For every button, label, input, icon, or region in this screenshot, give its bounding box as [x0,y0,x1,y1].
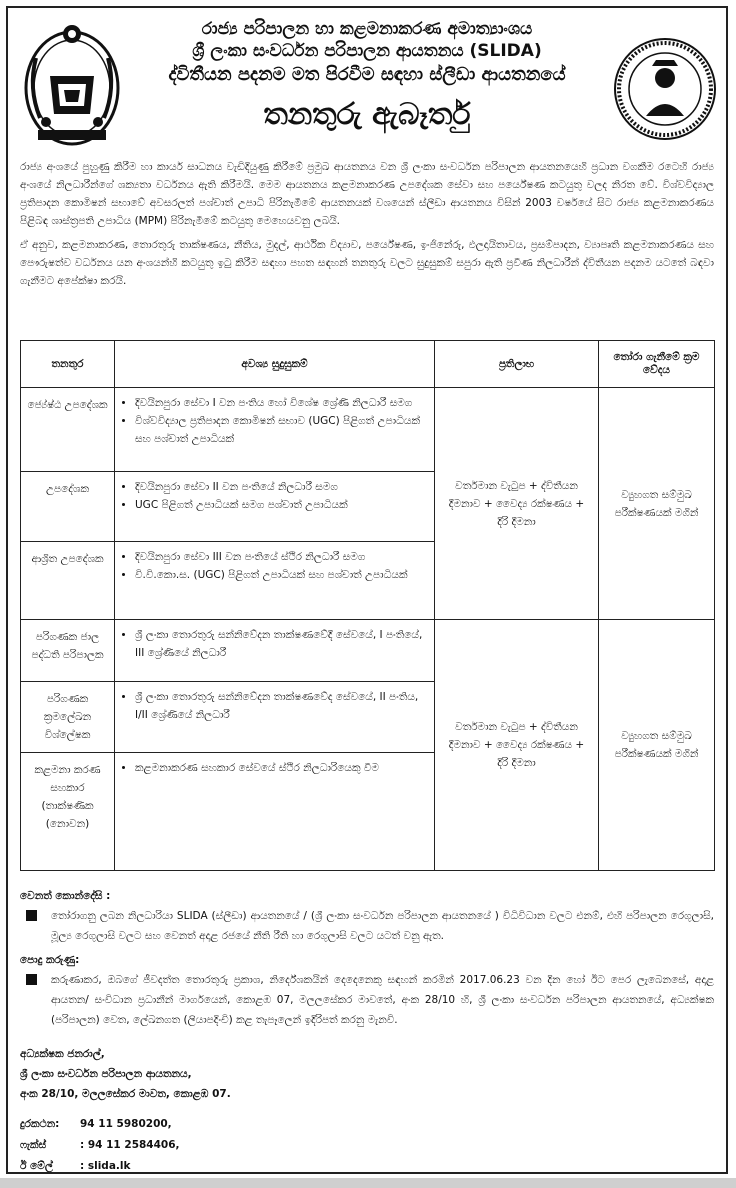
requirement-item: • UGC පිළිගත් උපාධියක් සමග පශ්චාත් උපාධියක් [135,496,428,514]
requirements-cell [115,388,435,472]
requirement-item: • වි.වි.කො.ස. (UGC) පිළිගත් උපාධියක් සහ පශ්චාත් උපාධියක් [135,566,428,584]
bottom-strip [0,1178,736,1188]
benefits-cell-1: වර්තමාන වැටුප + ද්විතීයන දීමනාව + වෛද්‍ය රක්ෂණය + දිරි දීමනා [435,388,599,620]
other-conditions-item [26,906,714,946]
post-cell: කළමනා කරණ සහකාර (තාක්ෂණික (නොවන) [21,753,115,871]
phone-label: දුරකථන: [20,1118,60,1130]
table-row [21,388,715,472]
requirement-item: • ශ්‍රී ලංකා තොරතුරු සන්නිවේදන තාක්ෂණවේදී සේවයේ, I පංතියේ, III ශ්‍රේණියේ නිලධාරී [135,626,428,662]
intro-paragraph-1: රාජ්‍ය අංශයේ පුහුණු කිරීම හා කාර්ය සාධනය වැඩිදියුණු කිරීමේ ප්‍රමුඛ ආයතනය වන ශ්‍රී ලංකා සංවර්ධන පරිපාලන ආයතනයෙහි ප්‍රධාන වගකීම රටෙහි රාජ්‍ය අංශයේ නිලධාරීන්ගේ ශක්‍යතා වර්ධනය ඇති කිරීමයි. මෙම ආයතනය කළමනාකරණ උපදේශක සේවා සහ පර්යේෂණ කටයුතු වලද නිරත වේ. විශ්වවිද්‍යාල ප්‍රතිපාදන කොමිෂන් සභාවේ අවසරලත් පශ්චාත් උපාධි පිරිනැමීමේ ආයතනයක් වශයෙන් ස්ලීඩා ආයතනය විසින් 2003 වර්ෂයේ සිට රාජ්‍ය කළමනාකරණය පිළිබඳ ශාස්ත්‍රපති උපාධිය (MPM) පිරිනැමීමේ කටයුතු මෙහෙයවනු ලබයි. [20,161,714,227]
general-notes-title: පොදු කරුණු: [20,954,80,966]
notes-section [20,882,714,1174]
post-cell: ජ්‍යේෂ්ඨ උපදේශක [21,388,115,472]
intro-paragraph-2: ඒ අනුව, කළමනාකරණ, තොරතුරු තාක්ෂණය, නීතිය, මුදල්, ආර්ථික විද්‍යාව, පර්යේෂණ, ඉංජිනේරු, ඵලදායිතාවය, ප්‍රසම්පාදන, ව්‍යාපෘති කළමනාකරණය සහ පෞරුෂත්ව වර්ධනය යන අංශයන්හි කටයුතු ඉටු කිරීම සඳහා පහත සඳහන් තනතුරු වලට සුදුසුකම් සපුරා ඇති ප්‍රවීණ නිලධාරීන් ද්විතීයන පදනම යටතේ බඳවා ගැනීමට අපේක්ෂා කරයි. [20,239,714,287]
slida-logo-icon [612,36,718,142]
header-post: තනතුර [21,341,115,388]
post-cell: පරිගණක ක්‍රමලේඛන විශ්ලේෂක [21,682,115,753]
ministry-name: රාජ්‍ය පරිපාලන හා කළමනාකරණ අමාත්‍යාංශය [201,19,533,39]
requirements-cell [115,682,435,753]
requirements-cell [115,542,435,620]
square-bullet-icon [26,910,37,921]
sri-lanka-emblem-icon [18,18,126,150]
post-cell: ආශ්‍රිත උපදේශක [21,542,115,620]
email-address[interactable]: : slida.lk [80,1160,131,1172]
subtitle: ද්විතීයන පදනම මත පිරවීම සඳහා ස්ලීඩා ආයතනයේ [168,64,566,85]
requirements-cell [115,472,435,542]
requirements-cell [115,620,435,682]
requirement-item: • දිවයිනපුරා සේවා III වන පංතියේ ස්ථිර නිලධාරී සමග [135,548,428,566]
benefits-cell-2: වර්තමාන වැටුප + ද්විතීයන දීමනාව + වෛද්‍ය රක්ෂණය + දිරි දීමනා [435,620,599,871]
requirement-item: • විශ්වවිද්‍යාල ප්‍රතිපාදන කොමිෂන් සභාව (UGC) පිළිගත් උපාධියක් සහ පශ්චාත් උපාධියක් [135,412,428,448]
contact-numbers [20,1114,714,1174]
general-notes-item [26,970,714,1030]
requirement-item: • දිවයිනපුරා සේවා I වන පංතිය හෝ විශේෂ ශ්‍රේණි නිලධාරී සමග [135,394,428,412]
selection-cell-1: ව්‍යුහගත සම්මුඛ පරීක්ෂණයක් මගින් [599,388,715,620]
advertisement-page [6,6,728,1174]
general-notes-text: කරුණාකර, ඔබගේ ජීවදත්ත තොරතුරු ප්‍රකාශ, නිර්දේශකයින් දෙදෙනෙකු සඳහන් කරමින් 2017.06.23 වන දින හෝ ඊට පෙර ලැබෙනසේ, අදාළ ආයතන/ සංවිධාන ප්‍රධානීන් මාර්ගයෙන්, කොළඹ 07, මලලසේකර මාවතේ, අංක 28/10 හි, ශ්‍රී ලංකා සංවර්ධන පරිපාලන ආයතනයේ, අධ්‍යක්ෂක (පරිපාලන) වෙත, ලේඛනගත (ලියාපදිංචි) කළ තැපෑලෙන් ඉදිරිපත් කරනු මැනවි. [51,974,714,1026]
other-conditions-text: තෝරාගනු ලබන නිලධාරියා SLIDA (ස්ලීඩා) ආයතනයේ / (ශ්‍රී ලංකා සංවර්ධන පරිපාලන ආයතනයේ ) විධිවිධාන වලට එනම්, එහි පරිපාලන රෙගුලාසි, මූල්‍ය රෙගුලාසි වලට සහ වෙනත් අදාළ රජයේ නීති රීති හා රෙගුලාසි වලට යටත් වනු ඇත. [51,910,714,942]
post-cell: උපදේශක [21,472,115,542]
requirement-item: • ශ්‍රී ලංකා තොරතුරු සන්නිවේදන තාක්ෂණවේද සේවයේ, II පංතිය, I/II ශ්‍රේණියේ නිලධාරී [135,688,428,724]
square-bullet-icon [26,974,37,985]
page-title: තනතුරු ඇබෑර්තු [263,97,471,132]
vacancy-table [20,340,714,871]
post-cell: පරිගණක ජාල පද්ධති පරිපාලක [21,620,115,682]
requirement-item: • දිවයිනපුරා සේවා II වන පංතියේ නිලධාරී සමග [135,478,428,496]
contact-address [20,1044,714,1104]
email-label: ඊ මේල් [20,1160,53,1172]
phone-number: 94 11 5980200, [80,1118,172,1130]
contact-line: ශ්‍රී ලංකා සංවර්ධන පරිපාලන ආයතනය, [20,1068,192,1080]
institute-name: ශ්‍රී ලංකා සංවර්ධන පරිපාලන ආයතනය (SLIDA) [192,41,542,61]
table-row [21,620,715,682]
header-qualifications: අවශ්‍ය සුදුසුකම් [115,341,435,388]
contact-line: අධ්‍යක්ෂක ජනරාල්, [20,1048,105,1060]
requirements-cell [115,753,435,871]
contact-line: අංක 28/10, මලලසේකර මාවත, කොළඹ 07. [20,1088,231,1100]
other-conditions-title: වෙනත් කොන්දේසි : [20,890,111,902]
header-selection-method: තෝරා ගැනීමේ ක්‍රම වේදය [599,341,715,388]
selection-cell-2: ව්‍යුහගත සම්මුඛ පරීක්ෂණයක් මගින් [599,620,715,871]
fax-label: ෆැක්ස් [20,1139,47,1151]
header-benefits: ප්‍රතිලාභ [435,341,599,388]
fax-number: : 94 11 2584406, [80,1139,180,1151]
requirement-item: • කළමනාකරණ සහකාර සේවයේ ස්ථිර නිලධාරියෙකු වීම [135,759,428,777]
header [8,8,726,158]
